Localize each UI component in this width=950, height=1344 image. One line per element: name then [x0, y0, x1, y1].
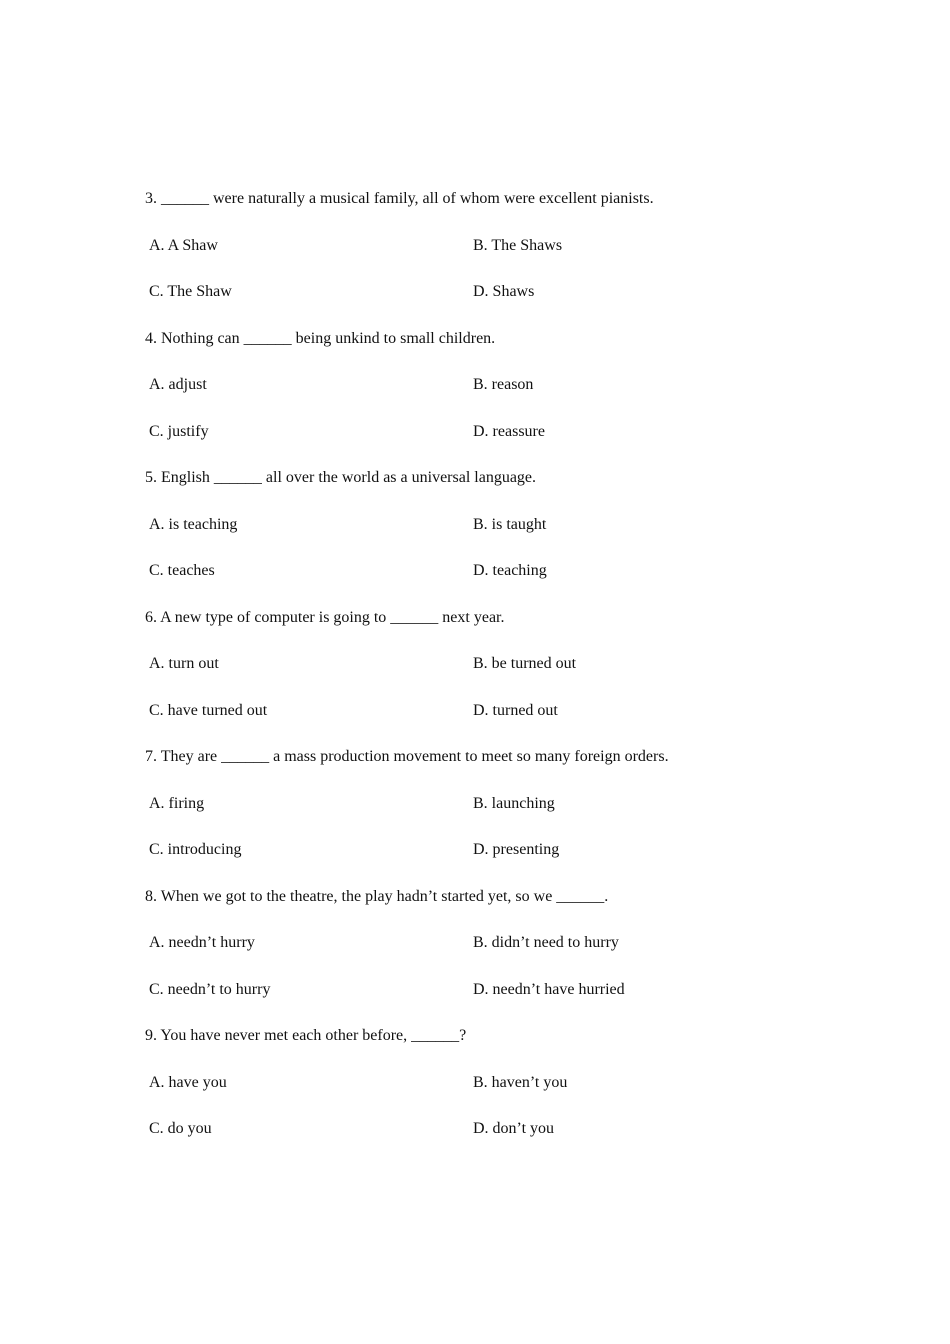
option-c: C. teaches [149, 562, 215, 579]
option-b: B. The Shaws [473, 236, 563, 254]
option-b: B. haven’t you [473, 1073, 568, 1091]
question-3 [145, 187, 845, 303]
question-5 [145, 466, 845, 582]
option-row [145, 792, 845, 815]
option-b: B. reason [473, 376, 534, 393]
option-d: D. teaching [473, 562, 547, 579]
option-a: A. adjust [149, 376, 207, 393]
question-stem: 3. ______ were naturally a musical family, all of whom were excellent pianists. [145, 190, 654, 207]
option-row [145, 420, 845, 443]
option-b: B. is taught [473, 515, 547, 533]
option-c: C. The Shaw [149, 283, 232, 300]
option-b: B. launching [473, 794, 555, 812]
option-a: A. have you [149, 1073, 227, 1091]
question-6 [145, 606, 845, 722]
option-row [145, 931, 845, 954]
question-stem: 4. Nothing can ______ being unkind to small children. [145, 329, 496, 347]
option-b: B. didn’t need to hurry [473, 934, 619, 951]
question-8 [145, 885, 845, 1001]
option-a: A. needn’t hurry [149, 934, 255, 951]
option-a: A. turn out [149, 655, 219, 672]
option-row [145, 280, 845, 303]
option-a: A. firing [149, 794, 205, 812]
question-stem: 9. You have never met each other before, ______? [145, 1027, 467, 1044]
option-row [145, 699, 845, 722]
question-stem: 6. A new type of computer is going to ______ next year. [145, 608, 505, 626]
option-b: B. be turned out [473, 655, 577, 672]
option-row [145, 559, 845, 582]
option-row [145, 652, 845, 675]
option-d: D. presenting [473, 841, 560, 858]
option-c: C. do you [149, 1120, 212, 1137]
option-row [145, 234, 845, 257]
option-c: C. needn’t to hurry [149, 980, 271, 998]
option-d: D. needn’t have hurried [473, 980, 625, 998]
option-a: A. A Shaw [149, 236, 218, 254]
option-d: D. turned out [473, 701, 558, 719]
option-row [145, 1071, 845, 1094]
option-a: A. is teaching [149, 515, 238, 533]
question-stem: 5. English ______ all over the world as a universal language. [145, 469, 537, 486]
question-7 [145, 745, 845, 861]
option-d: D. don’t you [473, 1120, 555, 1137]
question-9 [145, 1024, 845, 1140]
question-4 [145, 327, 845, 443]
option-d: D. Shaws [473, 283, 535, 300]
option-row [145, 1117, 845, 1140]
question-stem: 8. When we got to the theatre, the play hadn’t started yet, so we ______. [145, 887, 609, 905]
question-stem: 7. They are ______ a mass production movement to meet so many foreign orders. [145, 748, 669, 765]
option-row [145, 978, 845, 1001]
option-row [145, 373, 845, 396]
option-c: C. introducing [149, 841, 242, 858]
option-c: C. justify [149, 422, 209, 440]
question-list [145, 187, 845, 1164]
option-row [145, 838, 845, 861]
option-c: C. have turned out [149, 701, 268, 719]
option-d: D. reassure [473, 422, 545, 440]
option-row [145, 513, 845, 536]
